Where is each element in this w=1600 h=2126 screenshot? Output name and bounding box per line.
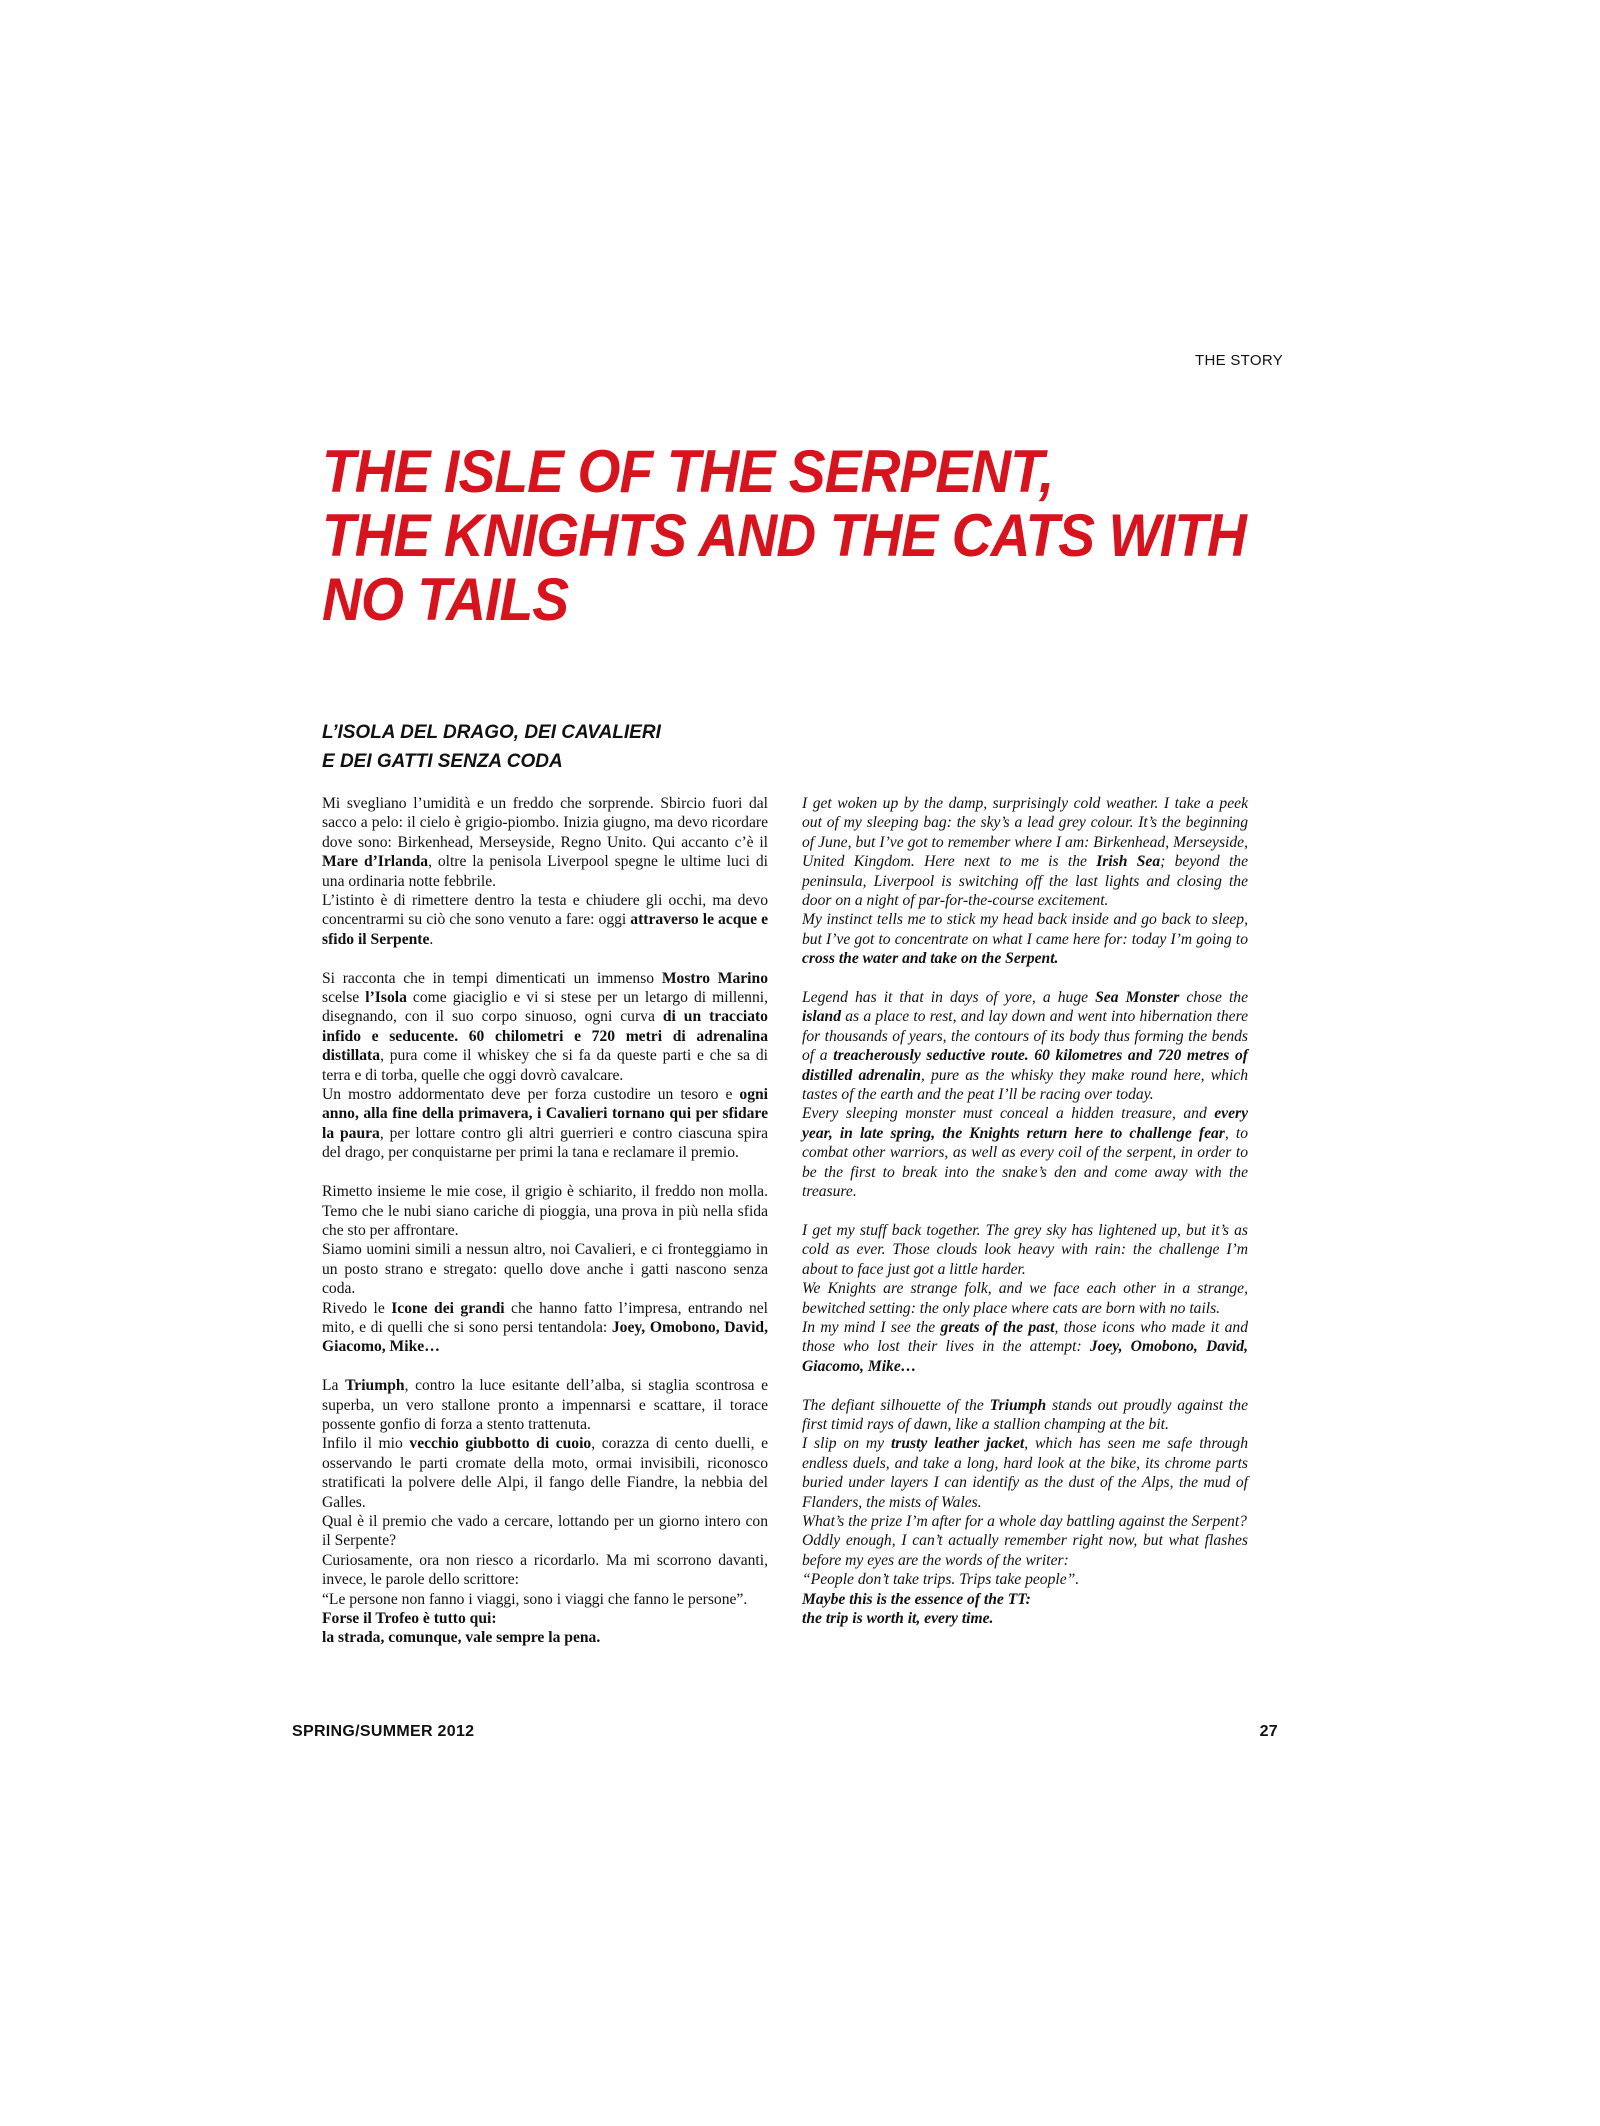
quote: “Le persone non fanno i viaggi, sono i viaggi che fanno le persone”. xyxy=(322,1590,748,1608)
paragraph: I get woken up by the damp, surprisingly cold weather. I take a peek out of my sleeping bag: the sky’s a lead grey colour. It’s the beginning of June, but I’ve got to remember where I am: Birkenhead, Merseyside, United Kingdom. Here next to me is the Irish Sea; beyond the peninsula, Liverpool is switching off the last lights and closing the door on a night of par-for-the-course excitement. xyxy=(802,795,1249,910)
paragraph: Si racconta che in tempi dimenticati un immenso Mostro Marino scelse l’Isola come giaciglio e vi si stese per un letargo di millenni, disegnando, con il suo corpo sinuoso, ogni curva di un tracciato infido e seducente. 60 chilometri e 720 metri di adrenalina distillata, pura come il whiskey che si fa da queste parti e che sa di terra e di torba, quelle che oggi dovrò cavalcare. xyxy=(322,969,768,1084)
italian-subtitle xyxy=(322,718,822,776)
paragraph: Un mostro addormentato deve per forza custodire un tesoro e ogni anno, alla fine della primavera, i Cavalieri tornano qui per sfidare la paura, per lottare contro gli altri guerrieri e contro ciascuna spira del drago, per conquistarne per primi la tana e reclamare il premio. xyxy=(322,1086,768,1162)
paragraph: What’s the prize I’m after for a whole day battling against the Serpent? xyxy=(802,1512,1247,1530)
paragraph: La Triumph, contro la luce esitante dell’alba, si staglia scontrosa e superba, un vero stallone pronto a impennarsi e scattare, il torace possente gonfio di forza a stento trattenuta. xyxy=(322,1377,768,1433)
issue-label: SPRING/SUMMER 2012 xyxy=(292,1723,475,1740)
closing-line: la strada, comunque, vale sempre la pena. xyxy=(322,1629,601,1647)
page-number: 27 xyxy=(1259,1723,1278,1740)
subtitle-line-2: E DEI GATTI SENZA CODA xyxy=(322,751,563,772)
section-label: THE STORY xyxy=(1195,352,1283,369)
quote: “People don’t take trips. Trips take people”. xyxy=(802,1571,1080,1589)
paragraph: The defiant silhouette of the Triumph stands out proudly against the first timid rays of dawn, like a stallion champing at the bit. xyxy=(802,1396,1248,1433)
closing-line: Forse il Trofeo è tutto qui: xyxy=(322,1610,497,1628)
english-column xyxy=(802,794,1248,1628)
article-title xyxy=(322,438,1246,633)
paragraph: Siamo uomini simili a nessun altro, noi Cavalieri, e ci fronteggiamo in un posto strano e stregato: quello dove anche i gatti nascono senza coda. xyxy=(322,1241,768,1298)
paragraph: Rimetto insieme le mie cose, il grigio è schiarito, il freddo non molla. Temo che le nubi siano cariche di pioggia, una prova in più nella sfida che sto per affrontare. xyxy=(322,1183,768,1239)
paragraph: L’istinto è di rimettere dentro la testa e chiudere gli occhi, ma devo concentrarmi su ciò che sono venuto a fare: oggi attraverso le acque e sfido il Serpente. xyxy=(322,892,768,948)
paragraph: Qual è il premio che vado a cercare, lottando per un giorno intero con il Serpente? xyxy=(322,1512,768,1550)
paragraph: We Knights are strange folk, and we face each other in a strange, bewitched setting: the only place where cats are born with no tails. xyxy=(802,1280,1248,1317)
paragraph: I slip on my trusty leather jacket, which has seen me safe through endless duels, and take a long, hard look at the bike, its chrome parts buried under layers I can identify as the dust of the Alps, the mud of Flanders, the mists of Wales. xyxy=(802,1435,1249,1511)
paragraph: I get my stuff back together. The grey sky has lightened up, but it’s as cold as ever. Those clouds look heavy with rain: the challenge I’m about to face just got a little harder. xyxy=(802,1221,1248,1278)
paragraph: Curiosamente, ora non riesco a ricordarlo. Ma mi scorrono davanti, invece, le parole dello scrittore: xyxy=(322,1551,768,1589)
paragraph: Rivedo le Icone dei grandi che hanno fatto l’impresa, entrando nel mito, e di quelli che si sono persi tentandola: Joey, Omobono, David, Giacomo, Mike… xyxy=(322,1299,769,1356)
paragraph: Infilo il mio vecchio giubbotto di cuoio, corazza di cento duelli, e osservando le parti cromate della moto, ormai invisibili, riconosco stratificati la polvere delle Alpi, il fango delle Fiandre, la nebbia del Galles. xyxy=(322,1435,768,1511)
paragraph: Mi svegliano l’umidità e un freddo che sorprende. Sbircio fuori dal sacco a pelo: il cielo è grigio-piombo. Inizia giugno, ma devo ricordare dove sono: Birkenhead, Merseyside, Regno Unito. Qui accanto c’è il Mare d’Irlanda, oltre la penisola Liverpool spegne le ultime luci di una ordinaria notte febbrile. xyxy=(322,795,768,890)
title-line-2: THE KNIGHTS AND THE CATS WITH xyxy=(322,502,1246,569)
paragraph: Every sleeping monster must conceal a hidden treasure, and every year, in late spring, the Knights return here to challenge fear, to combat other warriors, as well as every coil of the serpent, in order to be the first to break into the snake’s den and come away with the treasure. xyxy=(802,1105,1248,1201)
paragraph: Legend has it that in days of yore, a huge Sea Monster chose the island as a place to rest, and lay down and went into hibernation there for thousands of years, the contours of its body thus forming the bends of a treacherously seductive route. 60 kilometres and 720 metres of distilled adrenalin, pure as the whisky they make round here, which tastes of the earth and the peat I’ll be racing over today. xyxy=(802,989,1248,1104)
subtitle-line-1: L’ISOLA DEL DRAGO, DEI CAVALIERI xyxy=(322,722,661,743)
closing-line: Maybe this is the essence of the TT: xyxy=(802,1590,1031,1608)
italian-column xyxy=(322,794,768,1648)
title-line-3: NO TAILS xyxy=(322,566,569,633)
title-line-1: THE ISLE OF THE SERPENT, xyxy=(322,438,1054,505)
closing-line: the trip is worth it, every time. xyxy=(802,1610,994,1628)
paragraph: In my mind I see the greats of the past, those icons who made it and those who lost their lives in the attempt: Joey, Omobono, David, Giacomo, Mike… xyxy=(802,1318,1249,1375)
paragraph: My instinct tells me to stick my head back inside and go back to sleep, but I’ve got to concentrate on what I came here for: today I’m going to cross the water and take on the Serpent. xyxy=(802,911,1248,968)
paragraph: Oddly enough, I can’t actually remember right now, but what flashes before my eyes are the words of the writer: xyxy=(802,1532,1248,1569)
